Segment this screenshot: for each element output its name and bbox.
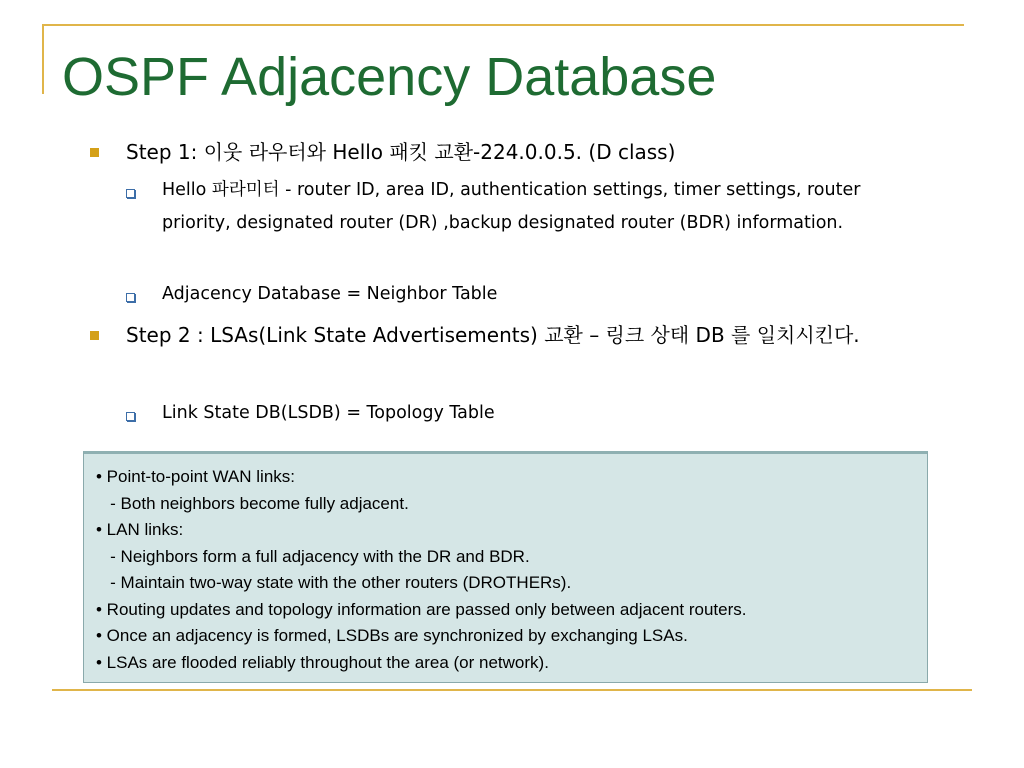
adjacency-notes-box: [83, 451, 928, 683]
bullet-marker-icon: [90, 331, 99, 340]
note-line: - Maintain two-way state with the other routers (DROTHERs).: [96, 573, 572, 592]
note-line: • Point-to-point WAN links:: [96, 467, 295, 486]
note-line: • Once an adjacency is formed, LSDBs are synchronized by exchanging LSAs.: [96, 626, 688, 645]
sub-bullet-marker-icon: [126, 412, 135, 421]
bullet-step-2: Step 2 : LSAs(Link State Advertisements) 교환 – 링크 상태 DB 를 일치시킨다.: [126, 323, 860, 347]
sub-bullet-hello-parameters: Hello 파라미터 - router ID, area ID, authentication settings, timer settings, router priority, designated router (DR) ,backup designated router (BDR) information.: [162, 180, 861, 233]
note-line: • LAN links:: [96, 520, 184, 539]
sub-bullet-marker-icon: [126, 293, 135, 302]
note-line: - Both neighbors become fully adjacent.: [96, 493, 409, 513]
bullet-marker-icon: [90, 148, 99, 157]
sub-bullet-adjacency-database: Adjacency Database = Neighbor Table: [162, 284, 498, 304]
sub-bullet-lsdb: Link State DB(LSDB) = Topology Table: [162, 403, 495, 423]
note-line: • Routing updates and topology information are passed only between adjacent routers.: [96, 599, 747, 619]
bullet-step-1: Step 1: 이웃 라우터와 Hello 패킷 교환-224.0.0.5. (D class): [126, 140, 676, 164]
slide-title: OSPF Adjacency Database: [62, 47, 717, 107]
note-line: - Neighbors form a full adjacency with the DR and BDR.: [96, 546, 530, 566]
bottom-accent-line: [52, 689, 972, 691]
sub-bullet-marker-icon: [126, 189, 135, 198]
note-line: • LSAs are flooded reliably throughout the area (or network).: [96, 652, 549, 672]
